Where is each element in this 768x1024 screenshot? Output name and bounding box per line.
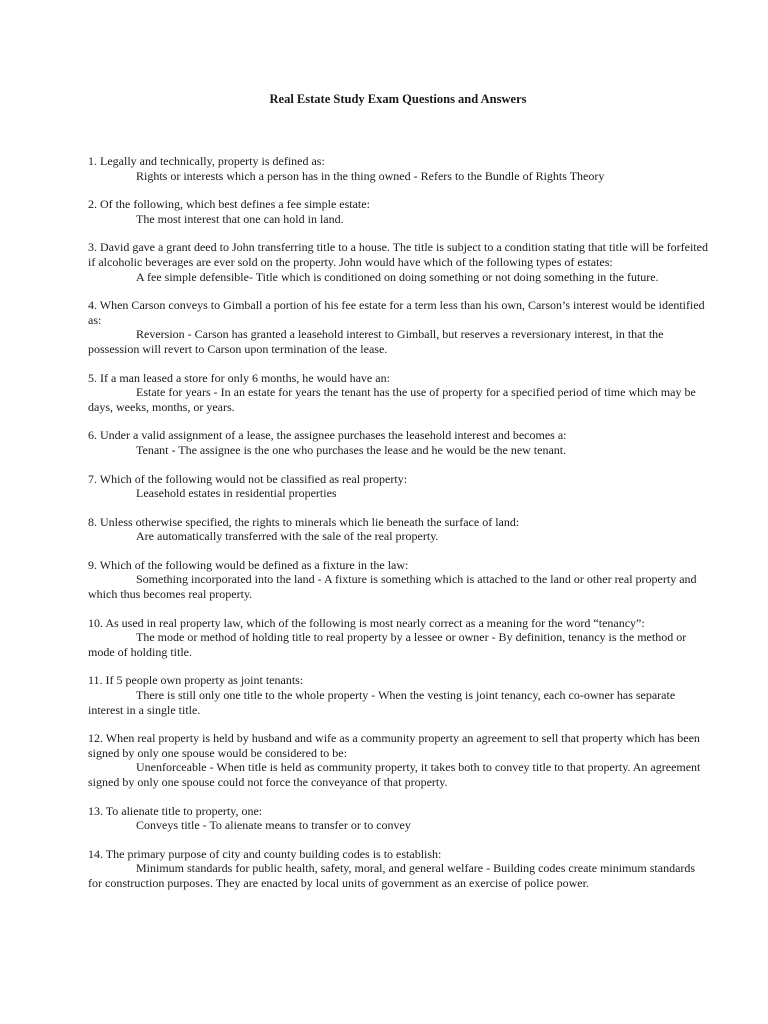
qa-item-4 (88, 298, 708, 356)
question-text: 1. Legally and technically, property is defined as: (88, 154, 325, 168)
question-text: 4. When Carson conveys to Gimball a portion of his fee estate for a term less than his own, Carson’s interest would be identified as: (88, 298, 705, 327)
answer-text: The most interest that one can hold in land. (136, 211, 344, 226)
answer-text: There is still only one title to the whole property - When the vesting is joint tenancy, each co-owner has separate interest in a single title. (88, 688, 676, 717)
answer-text: Conveys title - To alienate means to transfer or to convey (136, 818, 411, 833)
qa-item-6 (88, 428, 708, 457)
question-text: 3. David gave a grant deed to John transferring title to a house. The title is subject to a condition stating that title will be forfeited if alcoholic beverages are ever sold on the property. John would have which of the following types of estates: (88, 240, 708, 269)
qa-item-13 (88, 804, 708, 833)
question-text: 12. When real property is held by husband and wife as a community property an agreement to sell that property which has been signed by only one spouse would be considered to be: (88, 731, 700, 760)
question-text: 9. Which of the following would be defined as a fixture in the law: (88, 557, 409, 572)
question-text: 6. Under a valid assignment of a lease, the assignee purchases the leasehold interest and becomes a: (88, 428, 567, 443)
question-text: 13. To alienate title to property, one: (88, 803, 263, 818)
answer-text: Leasehold estates in residential properties (136, 486, 337, 501)
qa-item-9 (88, 558, 708, 602)
qa-item-7 (88, 472, 708, 501)
qa-item-12 (88, 731, 708, 789)
answer-text: Unenforceable - When title is held as community property, it takes both to convey title to that property. An agreement signed by only one spouse could not force the conveyance of that property. (88, 760, 701, 789)
answer-text: Minimum standards for public health, safety, moral, and general welfare - Building codes create minimum standards for construction purposes. They are enacted by local units of government as an exercise of police power. (88, 861, 696, 890)
answer-text: Reversion - Carson has granted a leasehold interest to Gimball, but reserves a reversionary interest, in that the possession will revert to Carson upon termination of the lease. (88, 327, 664, 356)
qa-item-10 (88, 616, 708, 660)
answer-text: The mode or method of holding title to real property by a lessee or owner - By definition, tenancy is the method or mode of holding title. (88, 630, 687, 659)
qa-item-11 (88, 673, 708, 717)
qa-item-8 (88, 515, 708, 544)
document-title: Real Estate Study Exam Questions and Answers (269, 92, 527, 106)
qa-item-2 (88, 197, 708, 226)
answer-text: A fee simple defensible- Title which is conditioned on doing something or not doing something in the future. (136, 269, 659, 284)
answer-text: Something incorporated into the land - A fixture is something which is attached to the land or other real property and which thus becomes real property. (88, 572, 697, 602)
qa-item-14 (88, 847, 708, 891)
question-text: 14. The primary purpose of city and county building codes is to establish: (88, 846, 442, 861)
question-text: 2. Of the following, which best defines a fee simple estate: (88, 197, 370, 212)
qa-item-1 (88, 154, 708, 183)
question-text: 10. As used in real property law, which of the following is most nearly correct as a meaning for the word “tenancy”: (88, 615, 645, 630)
question-text: 11. If 5 people own property as joint tenants: (88, 673, 304, 688)
question-text: 7. Which of the following would not be classified as real property: (88, 471, 408, 486)
answer-text: Tenant - The assignee is the one who purchases the lease and he would be the new tenant. (136, 442, 567, 457)
qa-item-3 (88, 240, 708, 284)
answer-text: Estate for years - In an estate for years the tenant has the use of property for a specified period of time which may be days, weeks, months, or years. (88, 385, 696, 414)
question-text: 8. Unless otherwise specified, the rights to minerals which lie beneath the surface of land: (88, 514, 520, 529)
answer-text: Are automatically transferred with the sale of the real property. (136, 529, 439, 544)
question-text: 5. If a man leased a store for only 6 months, he would have an: (88, 370, 390, 385)
answer-text: Rights or interests which a person has in the thing owned - Refers to the Bundle of Rights Theory (136, 168, 605, 183)
qa-item-5 (88, 371, 708, 415)
